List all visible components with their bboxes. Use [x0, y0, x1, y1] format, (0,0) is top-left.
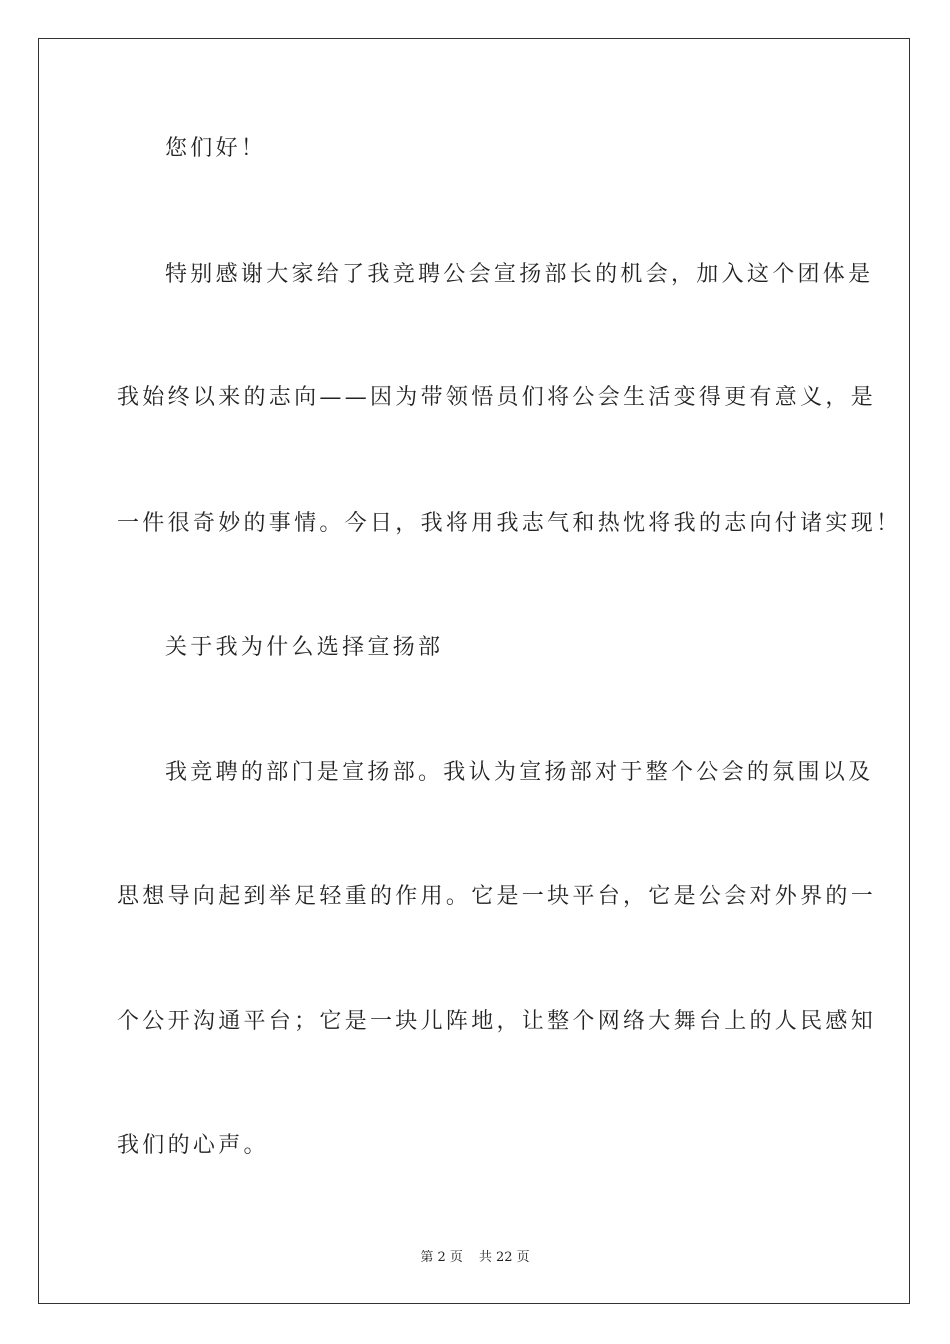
- paragraph-2-line-4: 我们的心声。: [117, 1133, 269, 1158]
- page-frame: [38, 38, 910, 1304]
- section-heading: 关于我为什么选择宣扬部: [165, 635, 444, 660]
- paragraph-1-line-3: 一件很奇妙的事情。今日，我将用我志气和热忱将我的志向付诸实现！: [117, 511, 902, 536]
- page-total: 共 22 页: [478, 1250, 530, 1265]
- page-number: 第 2 页: [420, 1250, 463, 1265]
- paragraph-1-line-1: 特别感谢大家给了我竞聘公会宣扬部长的机会，加入这个团体是: [165, 262, 874, 287]
- page-footer: [0, 1246, 950, 1265]
- paragraph-2-line-2: 思想导向起到举足轻重的作用。它是一块平台，它是公会对外界的一: [117, 884, 877, 909]
- paragraph-2-line-3: 个公开沟通平台；它是一块儿阵地，让整个网络大舞台上的人民感知: [117, 1009, 877, 1034]
- greeting-line: 您们好！: [165, 136, 267, 161]
- paragraph-2-line-1: 我竞聘的部门是宣扬部。我认为宣扬部对于整个公会的氛围以及: [165, 760, 874, 785]
- paragraph-1-line-2: 我始终以来的志向——因为带领悟员们将公会生活变得更有意义，是: [117, 385, 877, 410]
